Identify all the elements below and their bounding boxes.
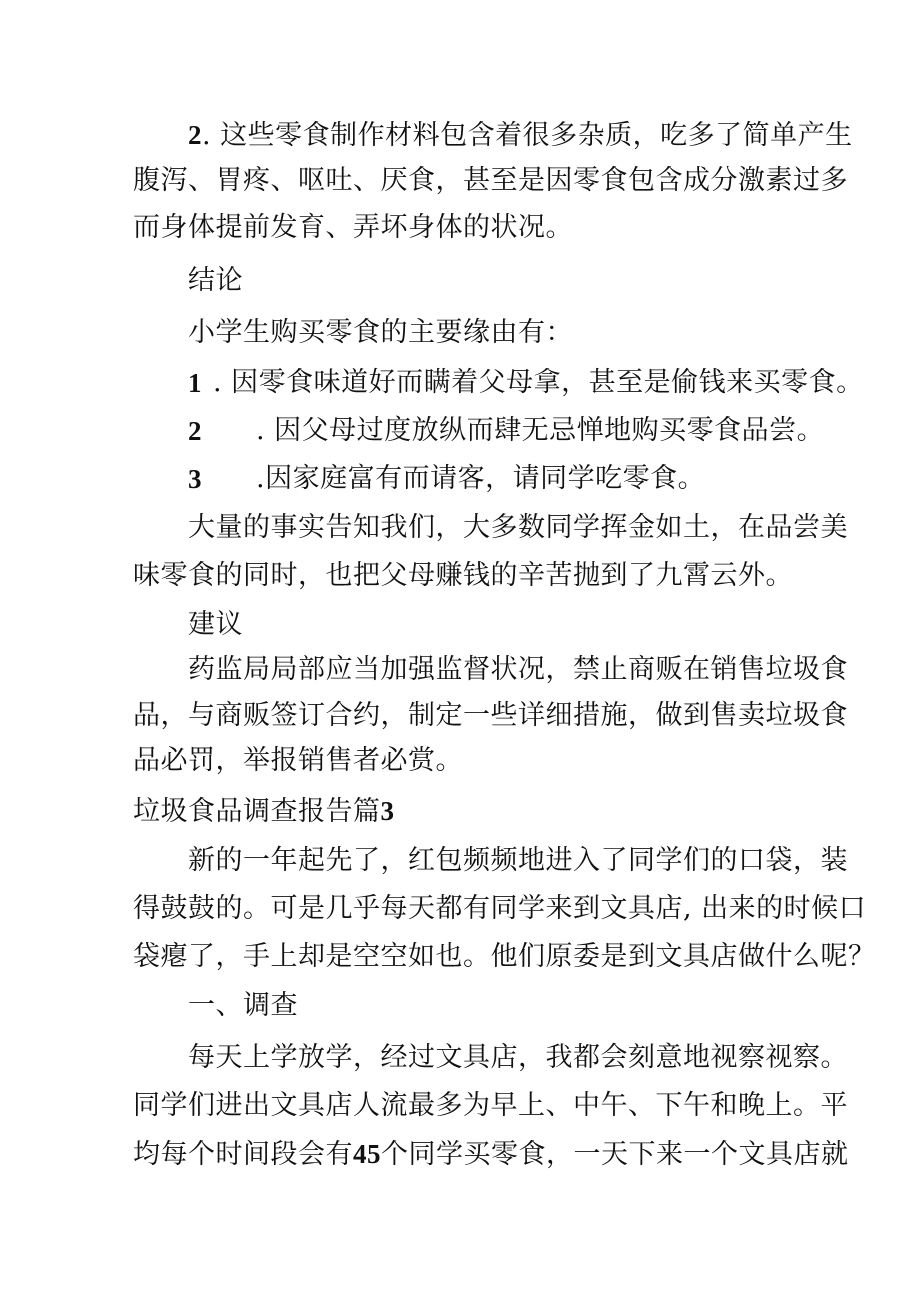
suggestion-text-2: 品，与商贩签订合约，制定一些详细措施，做到售卖垃圾食 bbox=[133, 700, 848, 731]
heading-conclusion bbox=[0, 258, 920, 304]
section-title-number: 3 bbox=[380, 796, 395, 826]
reason-number-3: 3 bbox=[188, 464, 202, 494]
new-year-line-2 bbox=[0, 886, 920, 932]
survey-line-2 bbox=[0, 1083, 920, 1129]
reason-item-3 bbox=[0, 456, 920, 502]
reason-number-2: 2 bbox=[188, 416, 202, 446]
new-year-line-1 bbox=[0, 838, 920, 884]
para-1-line-1 bbox=[0, 112, 920, 158]
reason-text-2: . 因父母过度放纵而肆无忌惮地购买零食品尝。 bbox=[256, 415, 825, 446]
new-year-line-3 bbox=[0, 934, 920, 980]
survey-count: 45 bbox=[353, 1139, 381, 1169]
facts-line-1 bbox=[0, 505, 920, 551]
survey-text-3-post: 个同学买零食，一天下来一个文具店就 bbox=[381, 1139, 849, 1170]
new-year-text-3: 袋瘪了，手上却是空空如也。他们原委是到文具店做什么呢？ bbox=[133, 941, 876, 972]
section-title bbox=[0, 788, 920, 834]
survey-text-2: 同学们进出文具店人流最多为早上、中午、下午和晚上。平 bbox=[133, 1090, 848, 1121]
survey-line-1 bbox=[0, 1035, 920, 1081]
survey-text-3-pre: 均每个时间段会有 bbox=[133, 1139, 353, 1170]
facts-text-1: 大量的事实告知我们，大多数同学挥金如土，在品尝美 bbox=[188, 512, 848, 543]
facts-line-2 bbox=[0, 553, 920, 599]
para-1-number: 2 bbox=[188, 120, 202, 150]
suggestion-text-3: 品必罚，举报销售者必赏。 bbox=[133, 745, 463, 776]
new-year-text-2: 得鼓鼓的。可是几乎每天都有同学来到文具店, 出来的时候口 bbox=[133, 893, 867, 924]
new-year-text-1: 新的一年起先了，红包频频地进入了同学们的口袋，装 bbox=[188, 845, 848, 876]
heading-conclusion-text: 结论 bbox=[188, 265, 243, 296]
heading-survey-text: 一、调查 bbox=[188, 990, 298, 1021]
para-1-text-2: 腹泻、胃疼、呕吐、厌食，甚至是因零食包含成分激素过多 bbox=[133, 165, 848, 196]
para-1-text: . 这些零食制作材料包含着很多杂质，吃多了简单产生 bbox=[202, 120, 853, 151]
reason-item-2 bbox=[0, 408, 920, 454]
para-1-line-3 bbox=[0, 205, 920, 251]
heading-suggestion bbox=[0, 602, 920, 648]
para-1-line-2 bbox=[0, 158, 920, 204]
suggestion-line-1 bbox=[0, 647, 920, 693]
reason-item-1 bbox=[0, 360, 920, 406]
facts-text-2: 味零食的同时，也把父母赚钱的辛苦抛到了九霄云外。 bbox=[133, 560, 793, 591]
heading-survey bbox=[0, 983, 920, 1029]
suggestion-text-1: 药监局局部应当加强监督状况，禁止商贩在销售垃圾食 bbox=[188, 654, 848, 685]
heading-suggestion-text: 建议 bbox=[188, 609, 243, 640]
reasons-intro bbox=[0, 310, 920, 356]
reason-number-1: 1 bbox=[188, 368, 202, 398]
reason-text-1: . 因零食味道好而瞒着父母拿，甚至是偷钱来买零食。 bbox=[213, 367, 864, 398]
survey-text-1: 每天上学放学，经过文具店，我都会刻意地视察视察。 bbox=[188, 1042, 848, 1073]
suggestion-line-2 bbox=[0, 693, 920, 739]
para-1-text-3: 而身体提前发育、弄坏身体的状况。 bbox=[133, 212, 573, 243]
section-title-text: 垃圾食品调查报告篇 bbox=[133, 796, 381, 827]
survey-line-3 bbox=[0, 1131, 920, 1177]
reason-text-3: .因家庭富有而请客，请同学吃零食。 bbox=[256, 463, 706, 494]
suggestion-line-3 bbox=[0, 738, 920, 784]
reasons-intro-text: 小学生购买零食的主要缘由有： bbox=[188, 317, 573, 348]
